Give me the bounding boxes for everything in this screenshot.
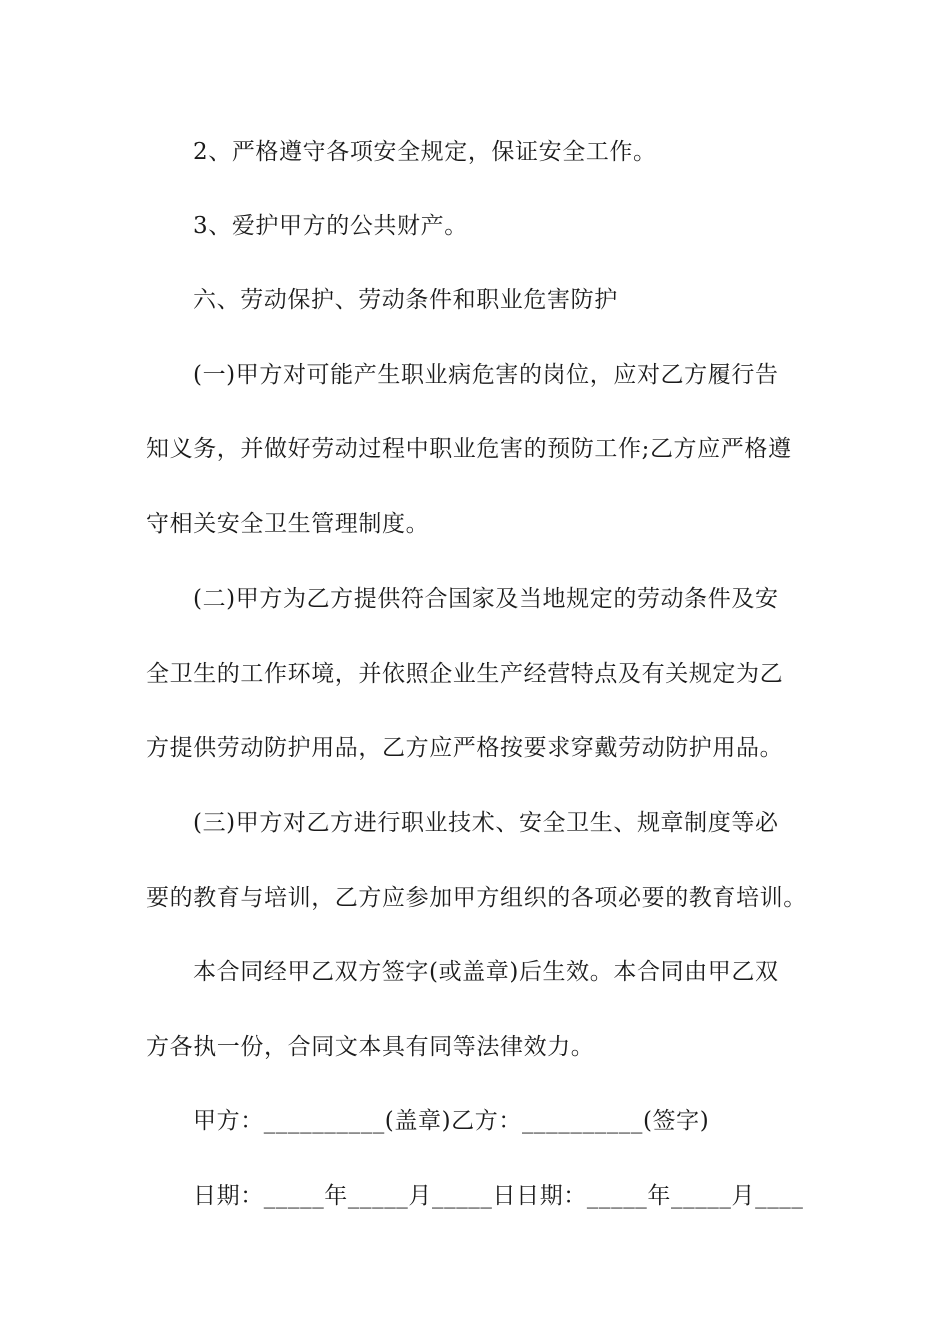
- paragraph-line: (二)甲方为乙方提供符合国家及当地规定的劳动条件及安: [193, 586, 779, 612]
- paragraph-line: 全卫生的工作环境，并依照企业生产经营特点及有关规定为乙: [146, 661, 784, 687]
- paragraph-line: 知义务，并做好劳动过程中职业危害的预防工作;乙方应严格遵: [146, 436, 792, 462]
- signature-line: 甲方：__________(盖章)乙方：__________(签字): [193, 1108, 710, 1134]
- paragraph-line: (一)甲方对可能产生职业病危害的岗位，应对乙方履行告: [193, 362, 779, 388]
- paragraph-line: 方提供劳动防护用品，乙方应严格按要求穿戴劳动防护用品。: [146, 735, 784, 761]
- paragraph-line: 要的教育与培训，乙方应参加甲方组织的各项必要的教育培训。: [146, 885, 807, 911]
- paragraph-line: 守相关安全卫生管理制度。: [146, 511, 430, 537]
- paragraph-line: (三)甲方对乙方进行职业技术、安全卫生、规章制度等必: [193, 810, 779, 836]
- paragraph-line: 本合同经甲乙双方签字(或盖章)后生效。本合同由甲乙双: [193, 959, 779, 985]
- paragraph-line: 2、严格遵守各项安全规定，保证安全工作。: [193, 139, 657, 165]
- section-heading: 六、劳动保护、劳动条件和职业危害防护: [193, 287, 618, 313]
- paragraph-line: 方各执一份，合同文本具有同等法律效力。: [146, 1034, 595, 1060]
- paragraph-line: 3、爱护甲方的公共财产。: [193, 213, 468, 239]
- date-line: 日期：_____年_____月_____日日期：_____年_____月____: [193, 1183, 804, 1209]
